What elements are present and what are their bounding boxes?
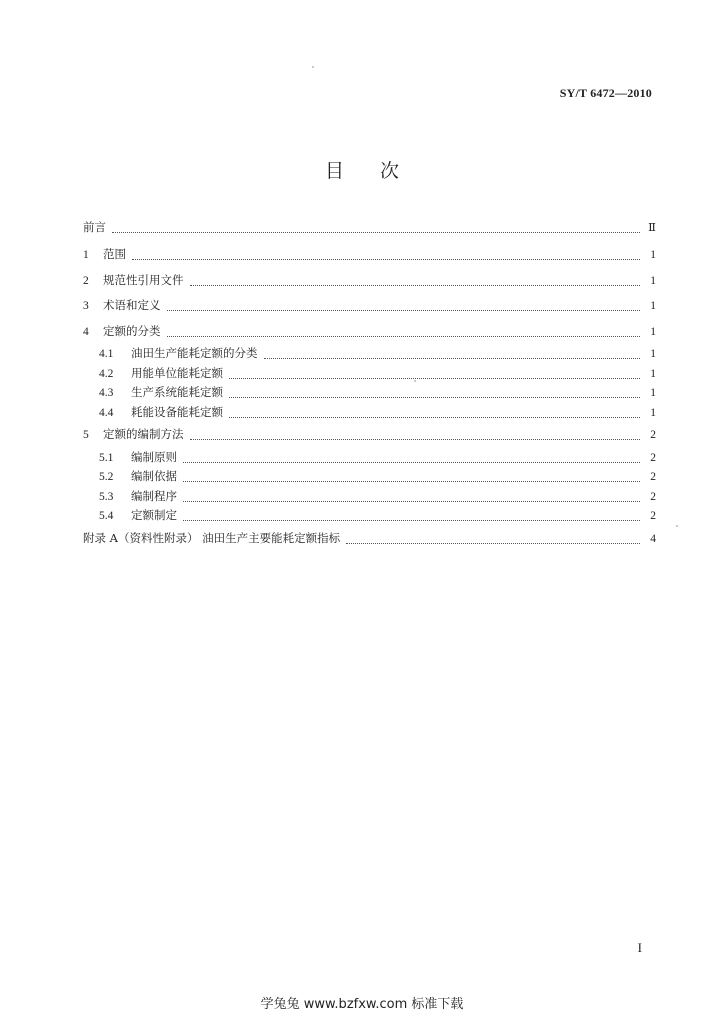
- toc-number: 5.3: [99, 490, 114, 503]
- toc-entry-appendix-a[interactable]: [83, 526, 656, 552]
- toc-entry-3[interactable]: [83, 293, 656, 319]
- page-number: I: [637, 940, 642, 955]
- toc-leader-dots: [183, 450, 640, 463]
- toc-label: 编制原则: [131, 449, 177, 464]
- toc-number: 4.2: [99, 367, 114, 380]
- toc-entry-4-1[interactable]: [83, 344, 656, 364]
- page-title: 目次: [324, 160, 435, 182]
- toc-entry-5-1[interactable]: [83, 448, 656, 468]
- toc-page: 1: [650, 249, 656, 261]
- toc-entry-5-4[interactable]: [83, 506, 656, 526]
- toc-leader-dots: [183, 509, 640, 522]
- toc-page: 1: [650, 387, 656, 399]
- toc-page: 1: [650, 406, 656, 419]
- toc-number: 4.4: [99, 406, 114, 419]
- toc-entry-foreword[interactable]: [83, 213, 656, 242]
- toc-entry-4-3[interactable]: [83, 383, 656, 403]
- toc-label: 前言: [83, 220, 106, 234]
- scan-speck: [676, 525, 678, 527]
- toc-page: 2: [650, 471, 656, 483]
- toc-label: 用能单位能耗定额: [131, 365, 223, 380]
- toc-page: 2: [650, 490, 656, 503]
- toc-leader-dots: [167, 324, 641, 337]
- toc-leader-dots: [183, 470, 640, 483]
- toc-label: 编制程序: [131, 488, 177, 503]
- toc-leader-dots: [112, 220, 640, 233]
- toc-number: 4.1: [99, 348, 114, 360]
- toc-label: 附录 A（资料性附录） 油田生产主要能耗定额指标: [83, 530, 341, 545]
- toc-page: 2: [650, 510, 656, 522]
- toc-label: 定额的编制方法: [103, 427, 184, 441]
- toc-entry-4-4[interactable]: [83, 403, 656, 423]
- toc-leader-dots: [190, 273, 641, 286]
- toc-leader-dots: [229, 366, 640, 379]
- scan-speck: [414, 380, 416, 382]
- toc-page: Ⅱ: [648, 222, 656, 234]
- toc-number: 5.2: [99, 471, 114, 483]
- toc-label: 范围: [103, 247, 126, 261]
- toc-page: 1: [650, 274, 656, 287]
- toc-number: 3: [83, 300, 89, 312]
- toc-leader-dots: [229, 405, 640, 418]
- toc-number: 4.3: [99, 387, 114, 399]
- toc-number: 4: [83, 325, 89, 338]
- toc-label: 规范性引用文件: [103, 272, 184, 287]
- toc-entry-5-3[interactable]: [83, 487, 656, 507]
- toc-leader-dots: [190, 428, 641, 441]
- toc-label: 油田生产能耗定额的分类: [131, 346, 258, 360]
- toc-entry-5-2[interactable]: [83, 467, 656, 487]
- toc-entry-5[interactable]: [83, 422, 656, 448]
- toc-leader-dots: [229, 386, 640, 399]
- toc-label: 耗能设备能耗定额: [131, 404, 223, 419]
- toc-page: 1: [650, 348, 656, 360]
- toc-number: 5.1: [99, 451, 114, 464]
- toc-number: 5.4: [99, 510, 114, 522]
- table-of-contents: [83, 213, 656, 551]
- toc-label: 编制依据: [131, 469, 177, 483]
- toc-entry-2[interactable]: [83, 268, 656, 294]
- toc-label: 定额制定: [131, 508, 177, 522]
- toc-leader-dots: [346, 531, 640, 544]
- toc-leader-dots: [167, 299, 641, 312]
- toc-page: 4: [650, 532, 656, 545]
- toc-leader-dots: [132, 248, 640, 261]
- toc-entry-4[interactable]: [83, 319, 656, 345]
- toc-entry-4-2[interactable]: [83, 364, 656, 384]
- scan-speck: [312, 66, 314, 68]
- toc-leader-dots: [183, 489, 640, 502]
- toc-number: 2: [83, 274, 89, 287]
- toc-entry-1[interactable]: [83, 242, 656, 268]
- toc-page: 1: [650, 300, 656, 312]
- toc-page: 2: [650, 451, 656, 464]
- standard-code: SY/T 6472—2010: [559, 86, 652, 100]
- footer-watermark: 学兔兔 www.bzfxw.com 标准下载: [260, 997, 464, 1012]
- toc-number: 5: [83, 429, 89, 441]
- toc-label: 术语和定义: [103, 298, 161, 312]
- toc-page: 1: [650, 367, 656, 380]
- toc-label: 生产系统能耗定额: [131, 385, 223, 399]
- toc-number: 1: [83, 249, 89, 261]
- toc-page: 1: [650, 325, 656, 338]
- toc-leader-dots: [264, 347, 641, 360]
- toc-label: 定额的分类: [103, 323, 161, 338]
- toc-page: 2: [650, 429, 656, 441]
